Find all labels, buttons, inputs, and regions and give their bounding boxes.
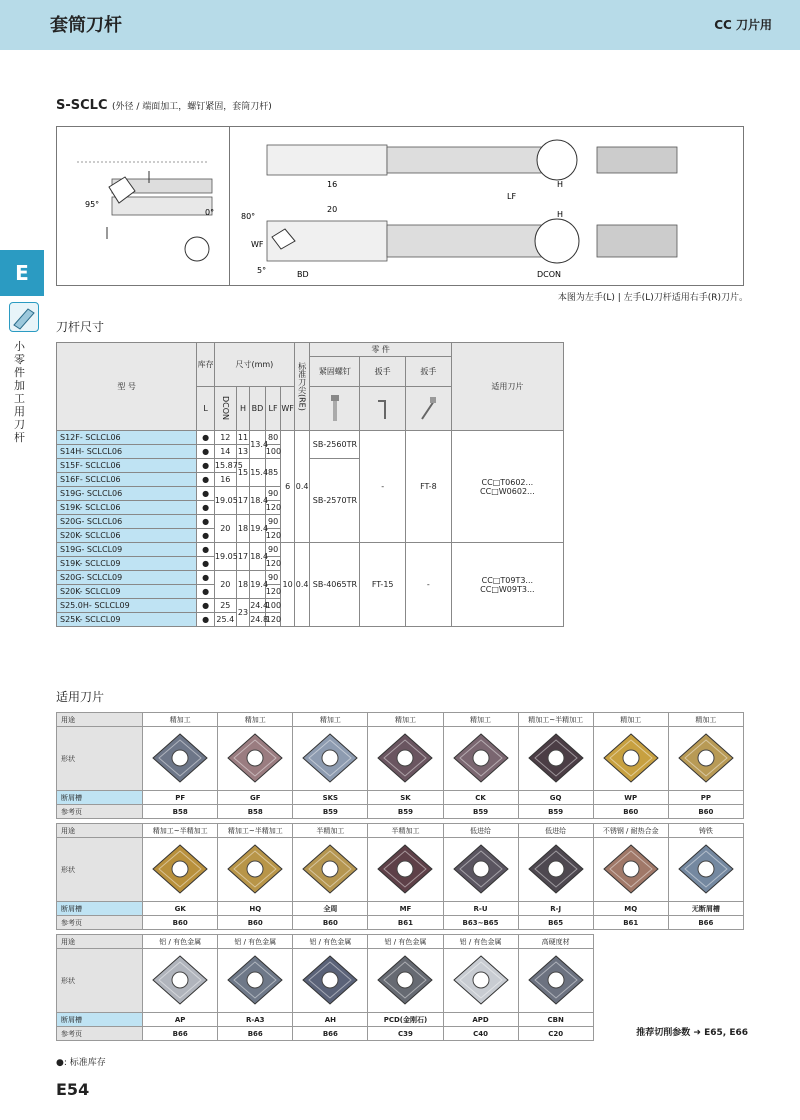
insert-use: 精加工~半精加工 (518, 713, 593, 727)
insert-label-ref: 参考页 (57, 1027, 143, 1041)
insert-use: 精加工 (443, 713, 518, 727)
side-tab-e[interactable]: E (0, 250, 44, 296)
page-number: E54 (56, 1080, 90, 1099)
h-top-label: H (557, 180, 564, 189)
insert-chip: MQ (593, 902, 668, 916)
insert-chip: 无断屑槽 (668, 902, 743, 916)
dim-20-label: 20 (327, 205, 338, 214)
insert-use: 精加工 (668, 713, 743, 727)
header-category: CC 刀片用 (714, 18, 772, 32)
insert-chip: GF (218, 791, 293, 805)
insert-image (443, 727, 518, 791)
insert-ref: B59 (368, 805, 443, 819)
insert-table-2 (56, 823, 744, 930)
insert-ref: B60 (143, 916, 218, 930)
table-row: S25.0H- SCLCL09 ● 25 23 24.4 100 (57, 599, 564, 613)
insert-label-use: 用途 (57, 713, 143, 727)
insert-image (668, 838, 743, 902)
insert-ref: B66 (293, 1027, 368, 1041)
insert-use: 铝 / 有色金属 (218, 935, 293, 949)
insert-chip: AP (143, 1013, 218, 1027)
insert-image (143, 838, 218, 902)
insert-chip: CK (443, 791, 518, 805)
insert-use: 铝 / 有色金属 (443, 935, 518, 949)
insert-image (593, 727, 668, 791)
insert-label-shape: 形状 (57, 949, 143, 1013)
insert-image (668, 727, 743, 791)
table-row: S19G- SCLCL09 ● 19.05 17 18.4 90 10 0.4 SB-4065TR FT-15 - CC□T09T3... CC□W09T3... (57, 543, 564, 557)
insert-use: 铝 / 有色金属 (293, 935, 368, 949)
insert-ref: B63~B65 (443, 916, 518, 930)
wf-label: WF (251, 240, 264, 249)
insert-image (218, 838, 293, 902)
col-parts: 零 件 (310, 343, 451, 357)
insert-image (293, 949, 368, 1013)
insert-image (518, 949, 593, 1013)
insert-use: 精加工 (368, 713, 443, 727)
col-insert: 适用刀片 (451, 343, 563, 431)
insert-chip: WP (593, 791, 668, 805)
insert-use: 低进给 (443, 824, 518, 838)
col-l: L (197, 387, 215, 431)
insert-chip: HQ (218, 902, 293, 916)
col-wf: WF (281, 387, 295, 431)
angle-0-label: 0° (205, 208, 215, 217)
insert-label-chip: 断屑槽 (57, 791, 143, 805)
technical-drawing (56, 126, 744, 286)
insert-use: 铝 / 有色金属 (143, 935, 218, 949)
insert-ref: B61 (368, 916, 443, 930)
insert-label-shape: 形状 (57, 727, 143, 791)
insert-image (368, 727, 443, 791)
insert-chip: GQ (518, 791, 593, 805)
insert-ref: B60 (593, 805, 668, 819)
col-wrench-2: 扳手 (406, 357, 452, 387)
insert-chip: PCD(金刚石) (368, 1013, 443, 1027)
angle-95-label: 95° (85, 200, 100, 209)
page-header (0, 0, 800, 50)
insert-use: 精加工 (593, 713, 668, 727)
inserts-grid (56, 712, 744, 1045)
col-model: 型 号 (57, 343, 197, 431)
insert-chip: CBN (518, 1013, 593, 1027)
insert-use: 高硬度材 (518, 935, 593, 949)
side-category-text: 小零件加工用刀杆 (14, 340, 25, 444)
insert-image (593, 838, 668, 902)
dim-16-label: 16 (327, 180, 338, 189)
table-row: S19G- SCLCL06 ● 19.05 17 18.4 90 (57, 487, 564, 501)
empty-cell (593, 935, 668, 949)
insert-use: 铸铁 (668, 824, 743, 838)
angle-80-label: 80° (241, 212, 256, 221)
table-row: S19K- SCLCL06 ● 120 (57, 501, 564, 515)
insert-use: 精加工 (218, 713, 293, 727)
col-stock: 库存 (197, 343, 215, 387)
insert-table-1 (56, 712, 744, 819)
col-bd: BD (250, 387, 266, 431)
col-lf: LF (265, 387, 281, 431)
insert-ref: B58 (218, 805, 293, 819)
insert-ref: B61 (593, 916, 668, 930)
insert-use: 不锈钢 / 耐热合金 (593, 824, 668, 838)
insert-image (368, 838, 443, 902)
lf-label: LF (507, 192, 517, 201)
insert-ref: B60 (668, 805, 743, 819)
col-dimensions: 尺寸(mm) (214, 343, 294, 387)
table-row: S20G- SCLCL09 ● 20 18 19.4 90 (57, 571, 564, 585)
insert-image (518, 838, 593, 902)
screw-icon (310, 387, 360, 431)
insert-chip: APD (443, 1013, 518, 1027)
insert-chip: R-U (443, 902, 518, 916)
holder-icon (9, 302, 39, 332)
insert-ref: B66 (143, 1027, 218, 1041)
insert-ref: B58 (143, 805, 218, 819)
col-dcon: DCON (214, 387, 236, 431)
insert-chip: AH (293, 1013, 368, 1027)
table-row: S15F- SCLCL06 ● 15.875 15 15.4 85 SB-2570TR (57, 459, 564, 473)
insert-label-use: 用途 (57, 824, 143, 838)
empty-cell (593, 949, 668, 1013)
insert-ref: B59 (293, 805, 368, 819)
insert-image (368, 949, 443, 1013)
insert-chip: PF (143, 791, 218, 805)
table-row: S19K- SCLCL09 ● 120 (57, 557, 564, 571)
insert-use: 精加工~半精加工 (143, 824, 218, 838)
table-row: S20K- SCLCL06 ● 120 (57, 529, 564, 543)
insert-use: 半精加工 (368, 824, 443, 838)
insert-ref: B66 (668, 916, 743, 930)
insert-use: 精加工~半精加工 (218, 824, 293, 838)
col-screw: 紧固螺钉 (310, 357, 360, 387)
insert-image (518, 727, 593, 791)
insert-ref: C39 (368, 1027, 443, 1041)
table-row: S20G- SCLCL06 ● 20 18 19.4 90 (57, 515, 564, 529)
insert-ref: B60 (218, 916, 293, 930)
section-subtitle: (外径 / 端面加工，螺钉紧固，套筒刀杆) (112, 102, 272, 112)
table-row: S20K- SCLCL09 ● 120 (57, 585, 564, 599)
insert-label-ref: 参考页 (57, 916, 143, 930)
col-h: H (236, 387, 250, 431)
insert-label-shape: 形状 (57, 838, 143, 902)
insert-label-chip: 断屑槽 (57, 902, 143, 916)
holder-dimension-table (56, 342, 564, 627)
insert-image (218, 949, 293, 1013)
recommend-link[interactable]: 推荐切削参数 ➜ E65, E66 (636, 1028, 748, 1038)
table-row: S12F- SCLCL06 ● 12 11 13.4 80 6 0.4 SB-2560TR - FT-8 CC□T0602... CC□W0602... (57, 431, 564, 445)
wrench-icon (360, 387, 406, 431)
insert-chip: SK (368, 791, 443, 805)
insert-use: 半精加工 (293, 824, 368, 838)
insert-use: 精加工 (143, 713, 218, 727)
drawing-note: 本图为左手(L) | 左手(L)刀杆适用右手(R)刀片。 (557, 293, 748, 303)
dcon-label: DCON (537, 270, 562, 279)
insert-ref: B59 (443, 805, 518, 819)
col-wrench-1: 扳手 (360, 357, 406, 387)
table-row: S16F- SCLCL06 ● 16 (57, 473, 564, 487)
insert-ref: B65 (518, 916, 593, 930)
insert-use: 低进给 (518, 824, 593, 838)
insert-chip: R-A3 (218, 1013, 293, 1027)
section-code: S-SCLC (56, 98, 108, 113)
insert-ref: C40 (443, 1027, 518, 1041)
h-bottom-label: H (557, 210, 564, 219)
empty-cell (668, 949, 743, 1013)
col-re: 标准刀尖(RE) (294, 343, 310, 431)
insert-chip: GK (143, 902, 218, 916)
insert-image (218, 727, 293, 791)
insert-chip: R-J (518, 902, 593, 916)
angle-5-label: 5° (257, 266, 267, 275)
insert-use: 精加工 (293, 713, 368, 727)
insert-chip: 全周 (293, 902, 368, 916)
insert-ref: B60 (293, 916, 368, 930)
bd-label: BD (297, 270, 309, 279)
insert-label-use: 用途 (57, 935, 143, 949)
insert-image (443, 838, 518, 902)
holder-dimensions-title: 刀杆尺寸 (56, 320, 105, 334)
empty-cell (668, 935, 743, 949)
insert-image (143, 727, 218, 791)
insert-image (443, 949, 518, 1013)
section-title (56, 98, 272, 113)
insert-image (293, 727, 368, 791)
insert-ref: C20 (518, 1027, 593, 1041)
insert-image (293, 838, 368, 902)
insert-ref: B66 (218, 1027, 293, 1041)
table-row: S14H- SCLCL06 ● 14 13 100 (57, 445, 564, 459)
insert-chip: SKS (293, 791, 368, 805)
insert-label-ref: 参考页 (57, 805, 143, 819)
insert-ref: B59 (518, 805, 593, 819)
page-title: 套筒刀杆 (50, 15, 122, 36)
inserts-title: 适用刀片 (56, 690, 105, 704)
insert-image (143, 949, 218, 1013)
wrench-t-icon (406, 387, 452, 431)
insert-label-chip: 断屑槽 (57, 1013, 143, 1027)
insert-chip: MF (368, 902, 443, 916)
insert-chip: PP (668, 791, 743, 805)
insert-use: 铝 / 有色金属 (368, 935, 443, 949)
stock-legend: ●: 标准库存 (56, 1058, 106, 1068)
table-row: S25K- SCLCL09 ● 25.4 24.8 120 (57, 613, 564, 627)
